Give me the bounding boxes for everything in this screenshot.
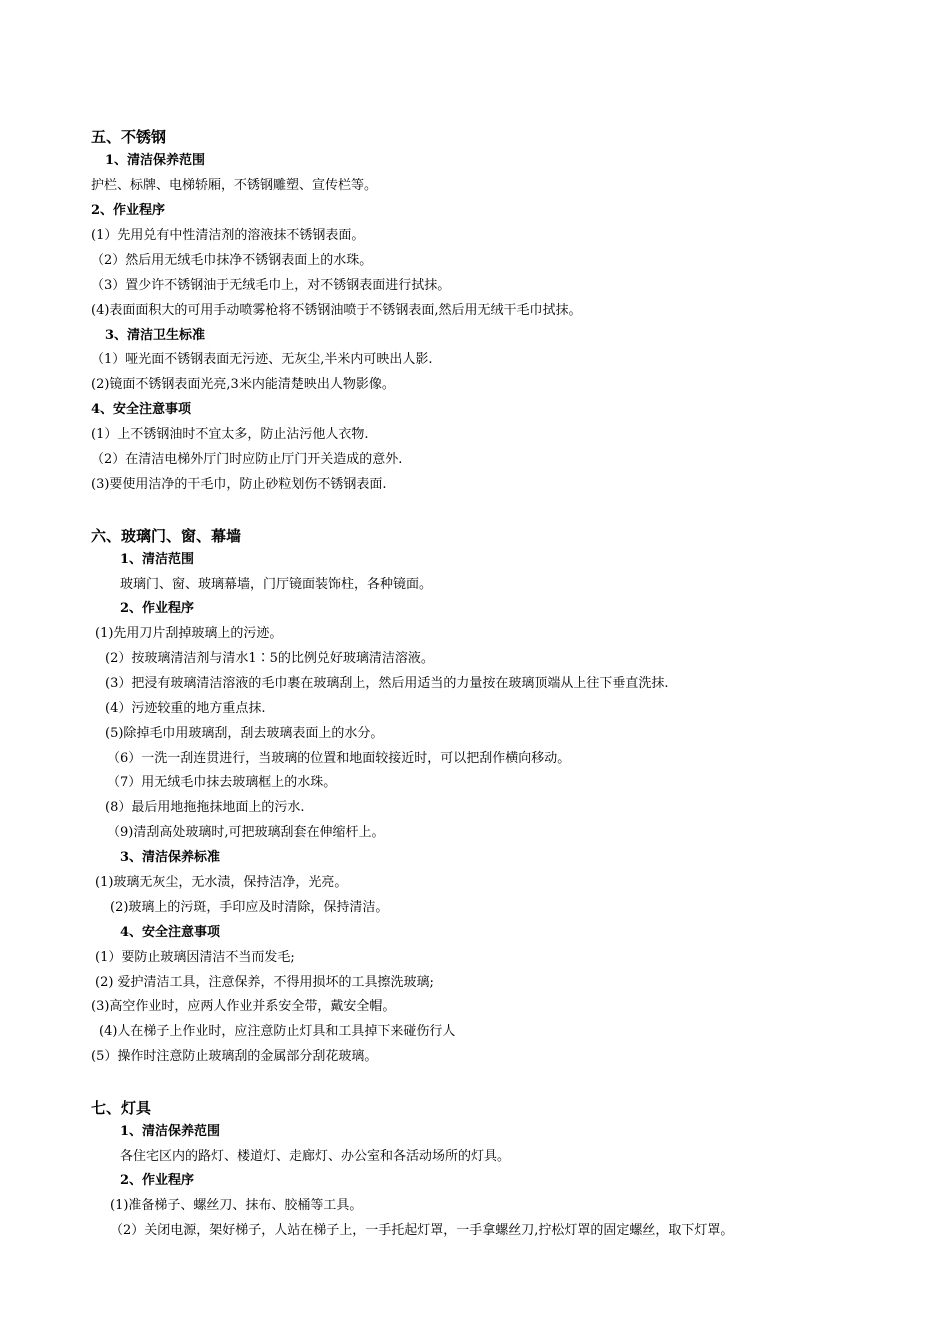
paragraph-line: （3）置少许不锈钢油于无绒毛巾上，对不锈钢表面进行拭抹。 [91,278,451,293]
paragraph-line: (5）操作时注意防止玻璃刮的金属部分刮花玻璃。 [91,1049,378,1064]
paragraph-line: 各住宅区内的路灯、楼道灯、走廊灯、办公室和各活动场所的灯具。 [120,1149,511,1164]
subheading: 4、安全注意事项 [120,925,221,940]
paragraph-line: (1)玻璃无灰尘，无水渍，保持洁净，光亮。 [95,875,348,890]
subheading: 3、清洁保养标准 [120,850,221,865]
subheading: 1、清洁保养范围 [105,153,206,168]
paragraph-line: (1）先用兑有中性清洁剂的溶液抹不锈钢表面。 [91,228,365,243]
subheading: 3、清洁卫生标准 [105,328,206,343]
paragraph-line: (5)除掉毛巾用玻璃刮，刮去玻璃表面上的水分。 [105,726,384,741]
paragraph-line: (4）污迹较重的地方重点抹. [105,701,266,716]
paragraph-line: (4)表面面积大的可用手动喷雾枪将不锈钢油喷于不锈钢表面,然后用无绒干毛巾拭抹。 [91,303,582,318]
subheading: 2、作业程序 [91,203,166,218]
subheading: 4、安全注意事项 [91,402,192,417]
paragraph-line: (3）把浸有玻璃清洁溶液的毛巾裹在玻璃刮上，然后用适当的力量按在玻璃顶端从上往下垂直洗抹. [105,676,669,691]
subheading: 1、清洁范围 [120,552,195,567]
section-title: 五、不锈钢 [91,128,167,146]
paragraph-line: (1)准备梯子、螺丝刀、抹布、胶桶等工具。 [110,1198,363,1213]
paragraph-line: (1）上不锈钢油时不宜太多，防止沾污他人衣物. [91,427,369,442]
section-title: 七、灯具 [91,1099,152,1117]
subheading: 1、清洁保养范围 [120,1124,221,1139]
paragraph-line: （7）用无绒毛巾抹去玻璃框上的水珠。 [107,775,337,790]
paragraph-line: (1)先用刀片刮掉玻璃上的污迹。 [95,626,283,641]
subheading: 2、作业程序 [120,601,195,616]
section-title: 六、玻璃门、窗、幕墙 [91,527,242,545]
paragraph-line: (3)高空作业时，应两人作业并系安全带，戴安全帽。 [91,999,396,1014]
paragraph-line: (1）要防止玻璃因清洁不当而发毛; [95,950,295,965]
paragraph-line: 护栏、标牌、电梯轿厢，不锈钢雕塑、宣传栏等。 [91,178,378,193]
paragraph-line: （2）关闭电源，架好梯子，人站在梯子上，一手托起灯罩，一手拿螺丝刀,拧松灯罩的固定螺丝，取下灯罩。 [110,1223,734,1238]
paragraph-line: (4)人在梯子上作业时，应注意防止灯具和工具掉下来碰伤行人 [99,1024,456,1039]
paragraph-line: （1）哑光面不锈钢表面无污迹、无灰尘,半米内可映出人影. [91,352,433,367]
paragraph-line: （9)清刮高处玻璃时,可把玻璃刮套在伸缩杆上。 [107,825,385,840]
subheading: 2、作业程序 [120,1173,195,1188]
paragraph-line: （2）在清洁电梯外厅门时应防止厅门开关造成的意外. [91,452,403,467]
paragraph-line: (2)玻璃上的污斑，手印应及时清除，保持清洁。 [110,900,389,915]
paragraph-line: (8）最后用地拖拖抹地面上的污水. [105,800,305,815]
paragraph-line: (2)镜面不锈钢表面光亮,3米内能清楚映出人物影像。 [91,377,395,392]
paragraph-line: (2) 爱护清洁工具，注意保养，不得用损坏的工具擦洗玻璃; [95,975,434,990]
paragraph-line: (2）按玻璃清洁剂与清水1∶5的比例兑好玻璃清洁溶液。 [105,651,434,666]
paragraph-line: （6）一洗一刮连贯进行，当玻璃的位置和地面较接近时，可以把刮作横向移动。 [107,751,571,766]
paragraph-line: (3)要使用洁净的干毛巾，防止砂粒划伤不锈钢表面. [91,477,387,492]
paragraph-line: （2）然后用无绒毛巾抹净不锈钢表面上的水珠。 [91,253,373,268]
paragraph-line: 玻璃门、窗、玻璃幕墙，门厅镜面装饰柱，各种镜面。 [120,577,433,592]
